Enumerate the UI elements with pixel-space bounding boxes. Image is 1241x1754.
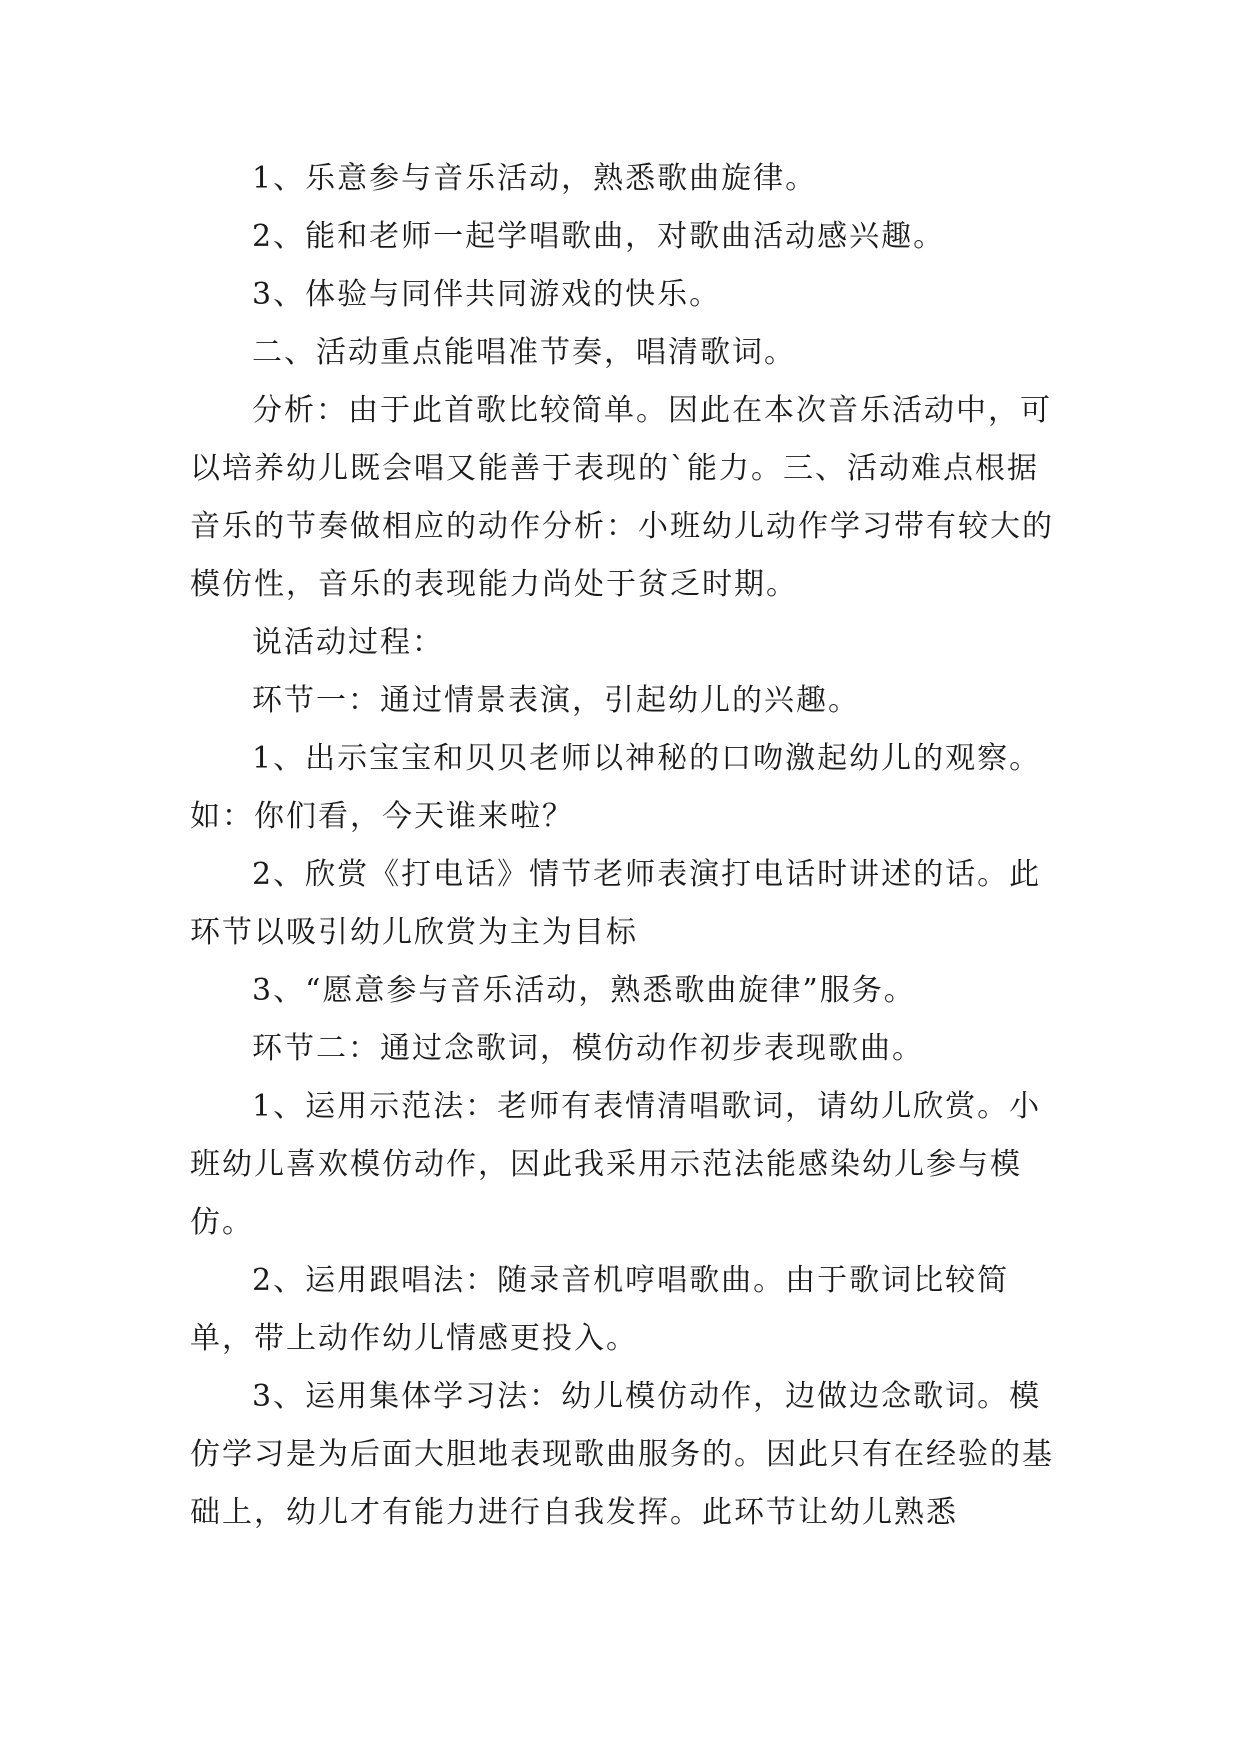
document-body [190, 150, 1070, 1542]
paragraph-6: 说活动过程： [252, 625, 444, 660]
paragraph-8: 1、出示宝宝和贝贝老师以神秘的口吻激起幼儿的观察。如：你们看，今天谁来啦？ [190, 741, 1042, 834]
paragraph-9: 2、欣赏《打电话》情节老师表演打电话时讲述的话。此环节以吸引幼儿欣赏为主为目标 [190, 857, 1042, 950]
paragraph-4: 二、活动重点能唱准节奏，唱清歌词。 [252, 335, 796, 370]
paragraph-13: 2、运用跟唱法：随录音机哼唱歌曲。由于歌词比较简单，带上动作幼儿情感更投入。 [190, 1263, 1010, 1356]
paragraph-12: 1、运用示范法：老师有表情清唱歌词，请幼儿欣赏。小班幼儿喜欢模仿动作，因此我采用示范法能感染幼儿参与模仿。 [190, 1089, 1042, 1240]
paragraph-1: 1、乐意参与音乐活动，熟悉歌曲旋律。 [252, 161, 818, 196]
paragraph-10: 3、“愿意参与音乐活动，熟悉歌曲旋律”服务。 [252, 973, 916, 1008]
paragraph-11: 环节二：通过念歌词，模仿动作初步表现歌曲。 [252, 1031, 924, 1066]
paragraph-3: 3、体验与同伴共同游戏的快乐。 [252, 277, 722, 312]
paragraph-5: 分析：由于此首歌比较简单。因此在本次音乐活动中，可以培养幼儿既会唱又能善于表现的`能力。三、活动难点根据音乐的节奏做相应的动作分析：小班幼儿动作学习带有较大的模仿性，音乐的表现能力尚处于贫乏时期。 [190, 393, 1054, 602]
paragraph-2: 2、能和老师一起学唱歌曲，对歌曲活动感兴趣。 [252, 219, 946, 254]
paragraph-7: 环节一：通过情景表演，引起幼儿的兴趣。 [252, 683, 860, 718]
paragraph-14: 3、运用集体学习法：幼儿模仿动作，边做边念歌词。模仿学习是为后面大胆地表现歌曲服务的。因此只有在经验的基础上，幼儿才有能力进行自我发挥。此环节让幼儿熟悉 [190, 1379, 1054, 1530]
